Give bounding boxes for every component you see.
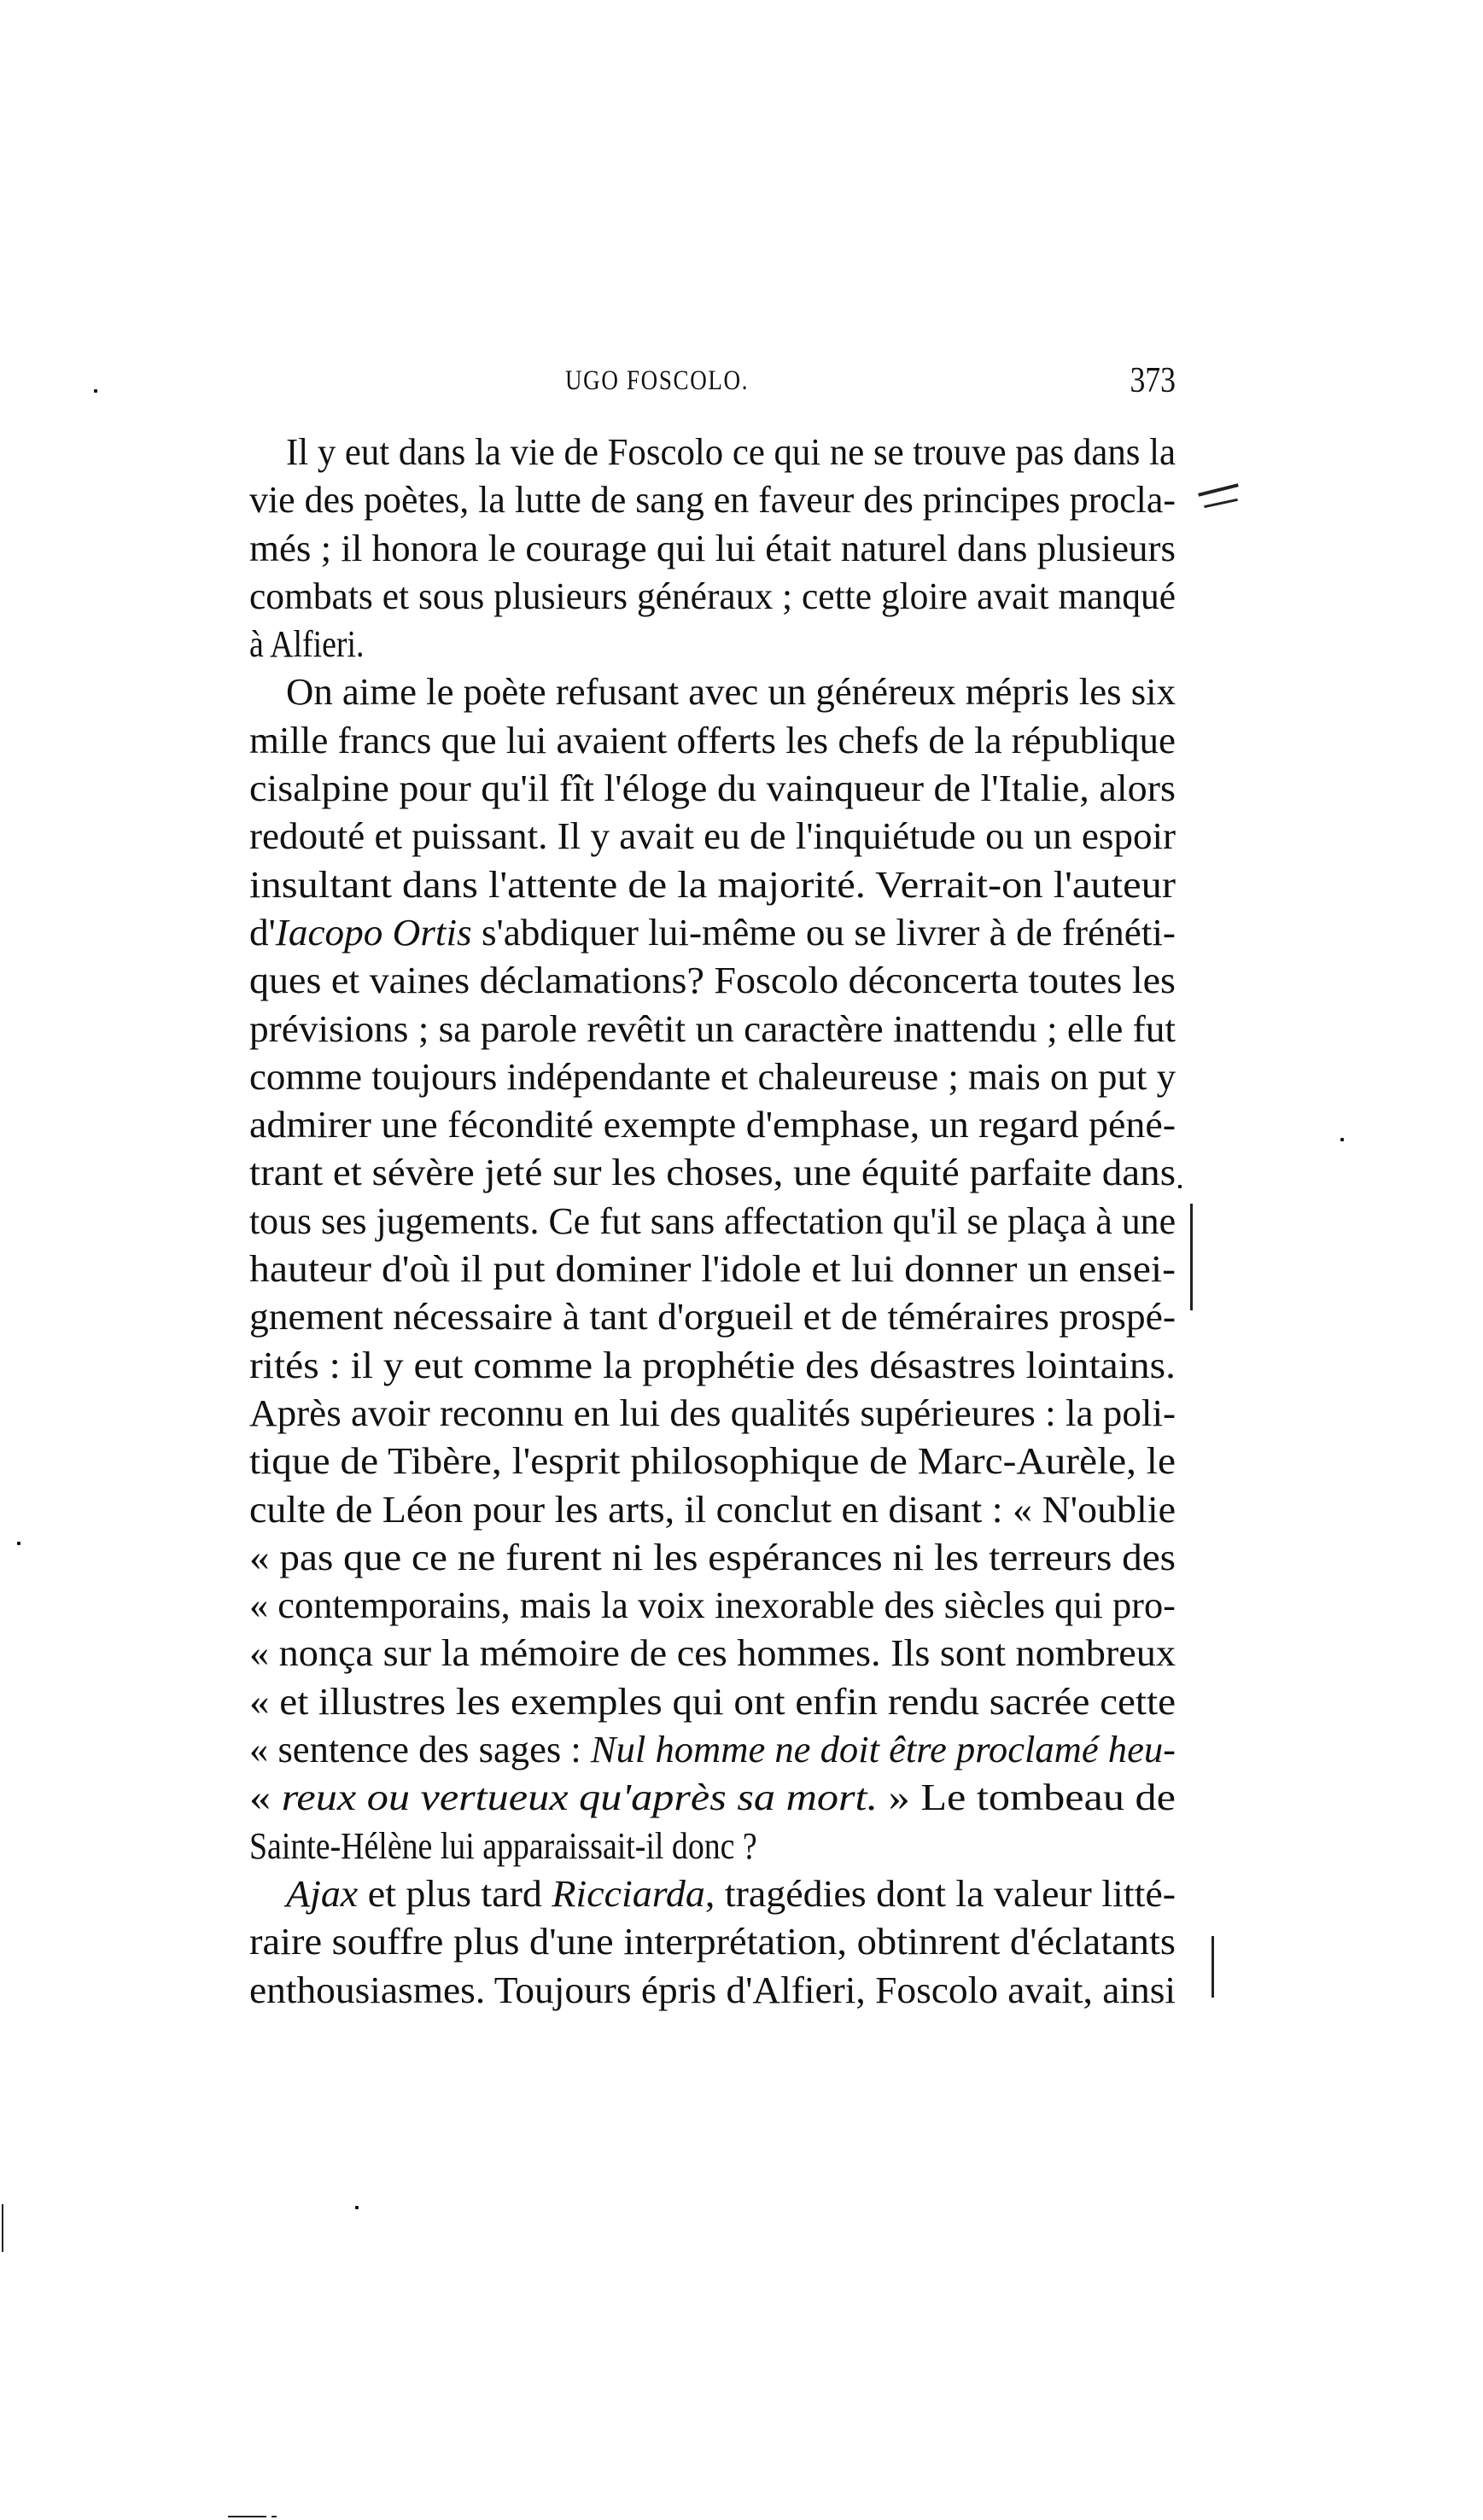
margin-bracket-line <box>1212 1936 1214 1998</box>
text-line <box>249 1101 1176 1149</box>
text-line <box>249 1534 1176 1582</box>
text-line-content: à Alfieri. <box>249 623 365 666</box>
text-line <box>249 1438 1176 1485</box>
text-line <box>249 1678 1176 1726</box>
text-line-content: « et illustres les exemples qui ont enfin rendu sacrée cette <box>249 1680 1176 1723</box>
text-line <box>249 957 1176 1005</box>
text-line-content: Sainte-Hélène lui apparaissait-il donc ? <box>249 1824 757 1867</box>
text-line <box>249 1053 1176 1101</box>
text-line-content <box>249 1726 1176 1774</box>
text-line <box>249 1582 1176 1630</box>
scan-speck <box>94 389 97 393</box>
margin-annotation-mark-2 <box>1204 499 1238 508</box>
bottom-dash-2 <box>271 2516 277 2517</box>
text-line-content: ques et vaines déclamations? Foscolo déconcerta toutes les <box>249 960 1176 1002</box>
text-line <box>249 1486 1176 1534</box>
text-line-content: « nonça sur la mémoire de ces hommes. Ils sont nombreux <box>249 1632 1176 1675</box>
text-line <box>249 813 1176 860</box>
text-line <box>249 1342 1176 1390</box>
text-line <box>249 429 1176 476</box>
page-number: 373 <box>1130 361 1176 400</box>
text-line <box>249 1390 1176 1438</box>
text-line-content: culte de Léon pour les arts, il conclut en disant : « N'oublie <box>249 1488 1176 1531</box>
text-line <box>249 1198 1176 1245</box>
text-line <box>249 525 1176 573</box>
text-line <box>249 765 1176 813</box>
scan-speck <box>17 1542 20 1545</box>
running-title: UGO FOSCOLO. <box>565 365 750 396</box>
text-line-content: cisalpine pour qu'il fît l'éloge du vainqueur de l'Italie, alors <box>249 767 1176 810</box>
text-line-content: enthousiasmes. Toujours épris d'Alfieri, Foscolo avait, ainsi <box>249 1969 1176 2011</box>
text-line-content: admirer une fécondité exempte d'emphase, un regard péné- <box>249 1104 1176 1146</box>
text-segment: et plus tard <box>358 1872 552 1915</box>
text-line <box>249 1245 1176 1293</box>
italic-text: reux ou vertueux qu'après sa mort. <box>281 1776 879 1819</box>
text-line-content: hauteur d'où il put dominer l'idole et lui donner un ensei- <box>249 1248 1176 1291</box>
text-segment: s'abdiquer lui-même ou se livrer à de frénéti- <box>471 911 1176 954</box>
scan-speck <box>1178 1185 1182 1188</box>
text-line <box>249 1870 1176 1918</box>
text-line-content: més ; il honora le courage qui lui était naturel dans plusieurs <box>249 527 1176 569</box>
text-line-content: tique de Tibère, l'esprit philosophique de Marc-Aurèle, le <box>249 1440 1176 1483</box>
text-segment: « sentence des sages : <box>249 1729 591 1771</box>
text-line-content <box>249 909 1176 957</box>
text-line-content: raire souffre plus d'une interprétation, obtinrent d'éclatants <box>249 1921 1176 1963</box>
body-text <box>249 429 1176 2015</box>
scan-speck <box>355 2206 359 2209</box>
text-line-content: insultant dans l'attente de la majorité. Verrait-on l'auteur <box>249 863 1176 906</box>
italic-text: Iacopo Ortis <box>275 911 472 954</box>
text-line-content: comme toujours indépendante et chaleureuse ; mais on put y <box>249 1055 1176 1098</box>
text-line <box>249 1630 1176 1677</box>
text-line-content: prévisions ; sa parole revêtit un caractère inattendu ; elle fut <box>249 1007 1176 1050</box>
bottom-dash <box>228 2516 266 2517</box>
italic-text: Ajax <box>286 1872 359 1915</box>
text-line-content <box>286 1870 1176 1918</box>
text-line <box>249 1918 1176 1966</box>
italic-text: Nul homme ne doit être proclamé heu- <box>590 1729 1176 1771</box>
text-line <box>249 1149 1176 1197</box>
text-segment: « <box>249 1776 282 1819</box>
text-line-content: redouté et puissant. Il y avait eu de l'inquiétude ou un espoir <box>249 815 1176 858</box>
text-line-content: rités : il y eut comme la prophétie des désastres lointains. <box>249 1344 1176 1386</box>
text-line-content: mille francs que lui avaient offerts les chefs de la république <box>249 719 1176 761</box>
text-line <box>249 476 1176 524</box>
text-line <box>249 1006 1176 1053</box>
text-line <box>249 861 1176 909</box>
text-line-content: On aime le poète refusant avec un généreux mépris les six <box>286 671 1176 714</box>
running-head <box>249 361 1176 403</box>
dotted-margin-line <box>1190 1204 1193 1310</box>
margin-annotation-mark <box>1198 483 1239 496</box>
text-line <box>249 1726 1176 1774</box>
text-line-content <box>249 1774 1176 1822</box>
text-line-content: Il y eut dans la vie de Foscolo ce qui ne se trouve pas dans la <box>286 431 1176 473</box>
text-line <box>249 1823 1176 1870</box>
text-line <box>249 717 1176 765</box>
text-line-content: combats et sous plusieurs généraux ; cette gloire avait manqué <box>249 575 1176 617</box>
text-line-content: « contemporains, mais la voix inexorable des siècles qui pro- <box>249 1584 1176 1627</box>
text-line-content: vie des poètes, la lutte de sang en faveur des principes procla- <box>249 479 1176 522</box>
text-line <box>249 909 1176 957</box>
text-segment: » Le tombeau de <box>878 1776 1176 1819</box>
text-line <box>249 1967 1176 2015</box>
text-line-content: gnement nécessaire à tant d'orgueil et de téméraires prospé- <box>249 1296 1176 1339</box>
text-segment: , tragédies dont la valeur litté- <box>704 1872 1176 1915</box>
text-line <box>249 621 1176 668</box>
text-line <box>249 573 1176 621</box>
text-segment: d' <box>249 911 276 954</box>
text-line <box>249 1774 1176 1822</box>
text-line <box>249 1293 1176 1341</box>
text-line-content: « pas que ce ne furent ni les espérances ni les terreurs des <box>249 1536 1176 1578</box>
text-line-content: tous ses jugements. Ce fut sans affectation qu'il se plaça à une <box>249 1199 1176 1242</box>
text-line <box>249 668 1176 716</box>
text-line-content: trant et sévère jeté sur les choses, une équité parfaite dans <box>249 1152 1176 1194</box>
text-line-content: Après avoir reconnu en lui des qualités supérieures : la poli- <box>249 1391 1176 1434</box>
left-edge-bar <box>2 2204 3 2252</box>
italic-text: Ricciarda <box>552 1872 705 1915</box>
scan-speck <box>1340 1138 1344 1141</box>
